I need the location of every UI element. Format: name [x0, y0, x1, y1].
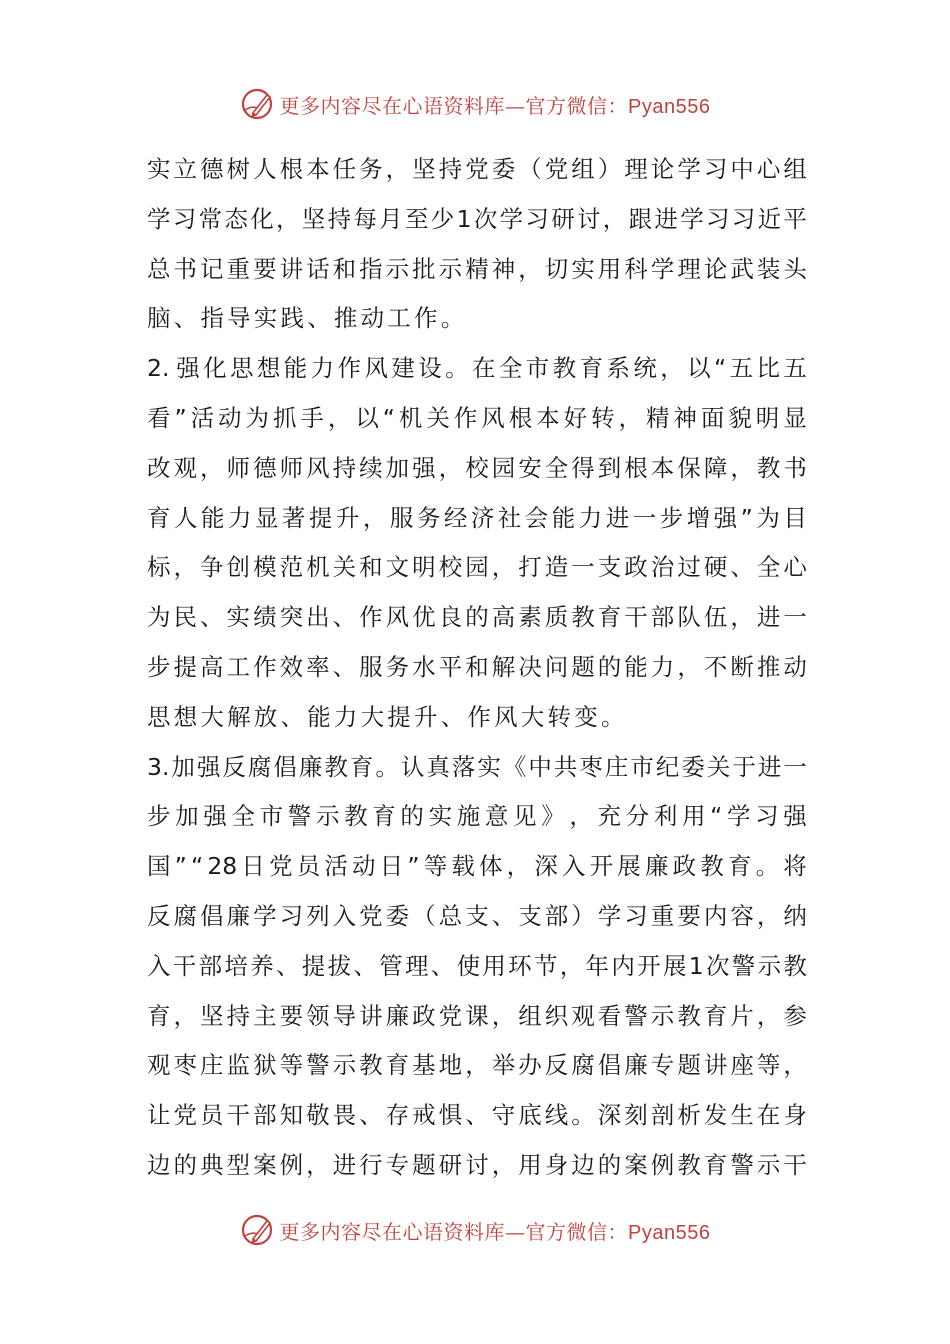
text-line: 育 人 能 力 显 著 提 升 ， 服 务 经 济 社 会 能 力 进 一 步 增 强 ” 为 目 — [147, 503, 807, 532]
text-line: 3. 加 强 反 腐 倡 廉 教 育 。 认 真 落 实 《 中 共 枣 庄 市 纪 委 关 于 进 一 — [147, 752, 807, 781]
text-line: 为 民 、 实 绩 突 出 、 作 风 优 良 的 高 素 质 教 育 干 部 队 伍 ， 进 一 — [147, 603, 807, 632]
text-line: 让 党 员 干 部 知 敬 畏 、 存 戒 惧 、 守 底 线 。 深 刻 剖 析 发 生 在 身 — [147, 1101, 807, 1130]
text-line: 育 ， 坚 持 主 要 领 导 讲 廉 政 党 课 ， 组 织 观 看 警 示 教 育 片 ， 参 — [147, 1001, 807, 1030]
text-line: 脑、指导实践、推动工作。 — [147, 304, 468, 333]
wechat-id: Pyan556 — [628, 95, 711, 118]
text-line: 边 的 典 型 案 例 ， 进 行 专 题 研 讨 ， 用 身 边 的 案 例 教 育 警 示 干 — [147, 1150, 807, 1179]
watermark-text: 更多内容尽在心语资料库—官方微信：Pyan556 — [279, 1219, 711, 1244]
text-line: 总 书 记 重 要 讲 话 和 指 示 批 示 精 神 ， 切 实 用 科 学 理 论 武 装 头 — [147, 254, 807, 283]
header-watermark — [0, 84, 950, 124]
watermark-text: 更多内容尽在心语资料库—官方微信：Pyan556 — [279, 93, 711, 118]
document-body — [147, 145, 807, 1191]
footer-watermark — [0, 1210, 950, 1250]
text-line: 观 枣 庄 监 狱 等 警 示 教 育 基 地 ， 举 办 反 腐 倡 廉 专 题 讲 座 等 ， — [147, 1051, 807, 1080]
text-line: 步 加 强 全 市 警 示 教 育 的 实 施 意 见 》 ， 充 分 利 用 “ 学 习 强 — [147, 802, 807, 831]
text-line: 实 立 德 树 人 根 本 任 务 ， 坚 持 党 委 （ 党 组 ） 理 论 学 习 中 心 组 — [147, 155, 807, 183]
text-line: 看 ” 活 动 为 抓 手 ， 以 “ 机 关 作 风 根 本 好 转 ， 精 神 面 貌 明 显 — [147, 403, 807, 432]
text-line: 反 腐 倡 廉 学 习 列 入 党 委 （ 总 支 、 支 部 ） 学 习 重 要 内 容 ， 纳 — [147, 901, 807, 930]
text-line: 步 提 高 工 作 效 率 、 服 务 水 平 和 解 决 问 题 的 能 力 ， 不 断 推 动 — [147, 652, 807, 681]
wechat-id: Pyan556 — [628, 1221, 711, 1244]
text-line: 学 习 常 态 化 ， 坚 持 每 月 至 少 1 次 学 习 研 讨 ， 跟 进 学 习 习 近 平 — [147, 204, 807, 233]
pen-circle-logo-icon — [240, 1213, 274, 1247]
text-line: 入 干 部 培 养 、 提 拔 、 管 理 、 使 用 环 节 ， 年 内 开 展 1 次 警 示 教 — [147, 951, 807, 980]
text-line: 国 ” “ 28 日 党 员 活 动 日 ” 等 载 体 ， 深 入 开 展 廉 政 教 育 。 将 — [147, 852, 807, 881]
text-line: 改 观 ， 师 德 师 风 持 续 加 强 ， 校 园 安 全 得 到 根 本 保 障 ， 教 书 — [147, 453, 807, 482]
text-line: 思想大解放、能力大提升、作风大转变。 — [147, 702, 628, 731]
text-line: 标 ， 争 创 模 范 机 关 和 文 明 校 园 ， 打 造 一 支 政 治 过 硬 、 全 心 — [147, 553, 807, 582]
text-line: 2. 强 化 思 想 能 力 作 风 建 设 。 在 全 市 教 育 系 统 ， 以 “ 五 比 五 — [147, 354, 807, 383]
pen-circle-logo-icon — [240, 87, 274, 121]
